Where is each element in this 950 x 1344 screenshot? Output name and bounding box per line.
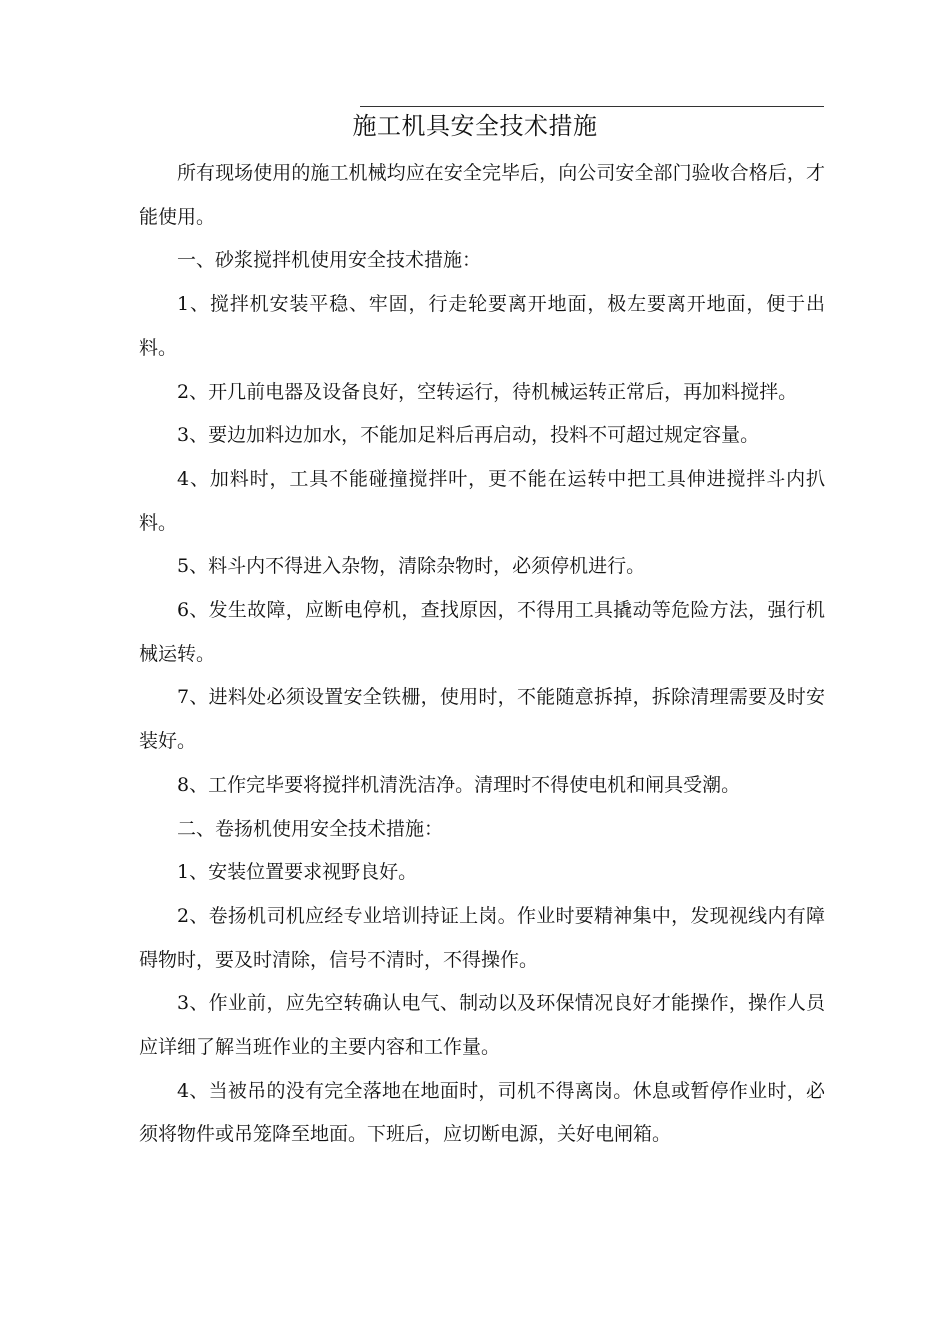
list-item: 4、当被吊的没有完全落地在地面时，司机不得离岗。休息或暂停作业时，必须将物件或吊笼降至地面。下班后，应切断电源，关好电闸箱。 bbox=[139, 1079, 825, 1146]
list-item: 1、搅拌机安装平稳、牢固，行走轮要离开地面，极左要离开地面，便于出料。 bbox=[139, 293, 825, 359]
list-item: 3、作业前，应先空转确认电气、制动以及环保情况良好才能操作，操作人员应详细了解当班作业的主要内容和工作量。 bbox=[139, 992, 825, 1059]
section-heading-hoist: 二、卷扬机使用安全技术措施： bbox=[177, 817, 444, 840]
list-item: 6、发生故障，应断电停机，查找原因，不得用工具撬动等危险方法，强行机械运转。 bbox=[139, 599, 825, 665]
list-item: 2、开几前电器及设备良好，空转运行，待机械运转正常后，再加料搅拌。 bbox=[177, 380, 798, 403]
document-title: 施工机具安全技术措施 bbox=[352, 112, 598, 140]
header-rule bbox=[360, 106, 824, 107]
list-item: 7、进料处必须设置安全铁栅，使用时，不能随意拆掉，拆除清理需要及时安装好。 bbox=[139, 686, 825, 753]
document-body bbox=[139, 152, 825, 1157]
section-heading-mortar-mixer: 一、砂浆搅拌机使用安全技术措施： bbox=[177, 249, 482, 272]
list-item: 3、要边加料边加水，不能加足料后再启动，投料不可超过规定容量。 bbox=[177, 424, 760, 447]
list-item: 5、料斗内不得进入杂物，清除杂物时，必须停机进行。 bbox=[177, 555, 646, 578]
paragraph-intro: 所有现场使用的施工机械均应在安全完毕后，向公司安全部门验收合格后，才能使用。 bbox=[139, 162, 825, 228]
list-item: 4、加料时，工具不能碰撞搅拌叶，更不能在运转中把工具伸进搅拌斗内扒料。 bbox=[139, 467, 825, 534]
list-item: 2、卷扬机司机应经专业培训持证上岗。作业时要精神集中，发现视线内有障碍物时，要及时清除，信号不清时，不得操作。 bbox=[139, 904, 825, 971]
list-item: 8、工作完毕要将搅拌机清洗洁净。清理时不得使电机和闸具受潮。 bbox=[177, 773, 741, 796]
list-item: 1、安装位置要求视野良好。 bbox=[177, 861, 418, 884]
